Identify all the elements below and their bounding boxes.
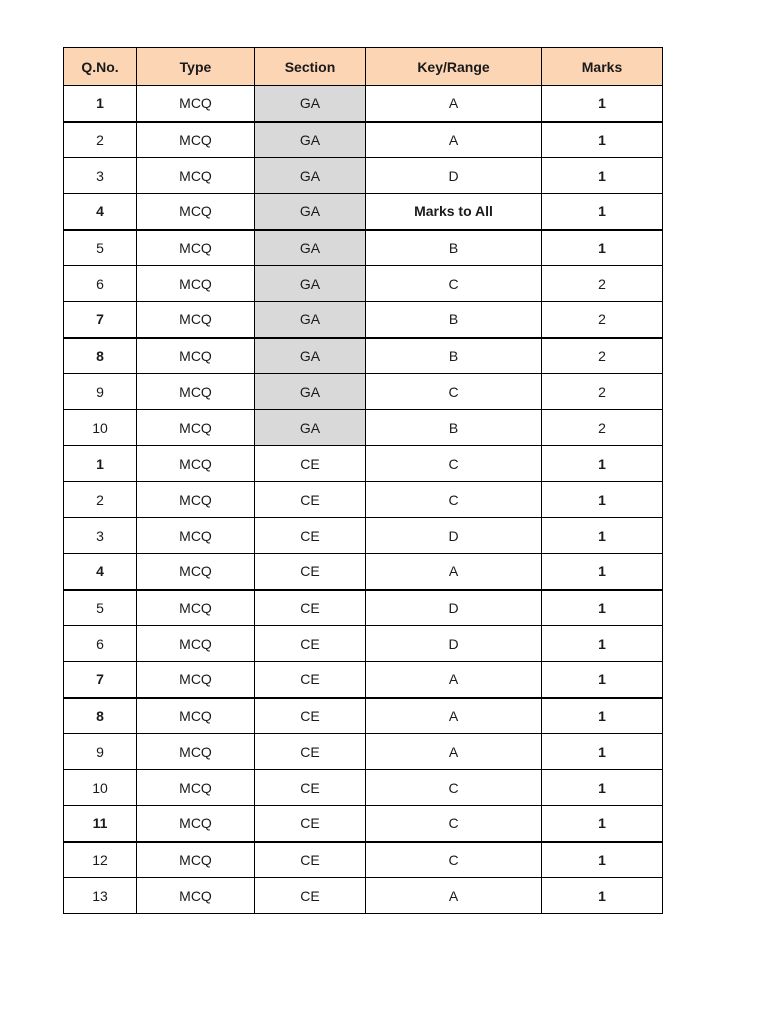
section-cell: GA — [255, 302, 366, 338]
header-type: Type — [137, 48, 255, 86]
key-range-cell: A — [366, 662, 542, 698]
key-range-cell: A — [366, 86, 542, 122]
table-row — [64, 374, 663, 410]
marks-cell: 1 — [542, 446, 663, 482]
table-row — [64, 446, 663, 482]
table-row — [64, 806, 663, 842]
qno-cell: 4 — [64, 554, 137, 590]
key-range-cell: A — [366, 122, 542, 158]
qno-cell: 8 — [64, 338, 137, 374]
type-cell: MCQ — [137, 410, 255, 446]
marks-cell: 1 — [542, 698, 663, 734]
table-row — [64, 266, 663, 302]
key-range-cell: A — [366, 878, 542, 914]
key-range-cell: Marks to All — [366, 194, 542, 230]
table-row — [64, 590, 663, 626]
table-row — [64, 734, 663, 770]
table-row — [64, 878, 663, 914]
type-cell: MCQ — [137, 590, 255, 626]
qno-cell: 6 — [64, 626, 137, 662]
table-row — [64, 698, 663, 734]
qno-cell: 3 — [64, 158, 137, 194]
key-range-cell: C — [366, 806, 542, 842]
table-row — [64, 122, 663, 158]
marks-cell: 1 — [542, 554, 663, 590]
header-row — [64, 48, 663, 86]
type-cell: MCQ — [137, 734, 255, 770]
type-cell: MCQ — [137, 302, 255, 338]
type-cell: MCQ — [137, 518, 255, 554]
key-range-cell: C — [366, 374, 542, 410]
key-range-cell: A — [366, 734, 542, 770]
table-row — [64, 158, 663, 194]
type-cell: MCQ — [137, 554, 255, 590]
qno-cell: 5 — [64, 230, 137, 266]
key-range-cell: D — [366, 518, 542, 554]
key-range-cell: C — [366, 842, 542, 878]
section-cell: CE — [255, 626, 366, 662]
table-row — [64, 842, 663, 878]
header-key-range: Key/Range — [366, 48, 542, 86]
section-cell: CE — [255, 842, 366, 878]
key-range-cell: C — [366, 266, 542, 302]
table-row — [64, 554, 663, 590]
section-cell: GA — [255, 194, 366, 230]
type-cell: MCQ — [137, 446, 255, 482]
section-cell: CE — [255, 878, 366, 914]
key-range-cell: D — [366, 626, 542, 662]
section-cell: GA — [255, 86, 366, 122]
section-cell: CE — [255, 482, 366, 518]
section-cell: GA — [255, 158, 366, 194]
type-cell: MCQ — [137, 122, 255, 158]
marks-cell: 1 — [542, 590, 663, 626]
marks-cell: 1 — [542, 626, 663, 662]
section-cell: CE — [255, 518, 366, 554]
type-cell: MCQ — [137, 626, 255, 662]
qno-cell: 9 — [64, 374, 137, 410]
qno-cell: 8 — [64, 698, 137, 734]
key-range-cell: B — [366, 230, 542, 266]
table-body — [64, 86, 663, 914]
type-cell: MCQ — [137, 230, 255, 266]
marks-cell: 1 — [542, 806, 663, 842]
marks-cell: 1 — [542, 482, 663, 518]
type-cell: MCQ — [137, 194, 255, 230]
qno-cell: 2 — [64, 482, 137, 518]
header-section: Section — [255, 48, 366, 86]
table-row — [64, 86, 663, 122]
qno-cell: 7 — [64, 302, 137, 338]
type-cell: MCQ — [137, 482, 255, 518]
type-cell: MCQ — [137, 158, 255, 194]
marks-cell: 1 — [542, 230, 663, 266]
type-cell: MCQ — [137, 842, 255, 878]
key-range-cell: A — [366, 698, 542, 734]
marks-cell: 1 — [542, 734, 663, 770]
marks-cell: 1 — [542, 842, 663, 878]
table-row — [64, 518, 663, 554]
marks-cell: 1 — [542, 122, 663, 158]
type-cell: MCQ — [137, 662, 255, 698]
table-row — [64, 194, 663, 230]
section-cell: GA — [255, 410, 366, 446]
type-cell: MCQ — [137, 770, 255, 806]
type-cell: MCQ — [137, 338, 255, 374]
key-range-cell: B — [366, 302, 542, 338]
marks-cell: 1 — [542, 194, 663, 230]
section-cell: GA — [255, 122, 366, 158]
type-cell: MCQ — [137, 698, 255, 734]
marks-cell: 1 — [542, 158, 663, 194]
marks-cell: 2 — [542, 338, 663, 374]
marks-cell: 1 — [542, 518, 663, 554]
key-range-cell: D — [366, 590, 542, 626]
marks-cell: 1 — [542, 770, 663, 806]
key-range-cell: C — [366, 770, 542, 806]
qno-cell: 12 — [64, 842, 137, 878]
header-qno: Q.No. — [64, 48, 137, 86]
section-cell: CE — [255, 806, 366, 842]
section-cell: CE — [255, 590, 366, 626]
qno-cell: 10 — [64, 410, 137, 446]
marks-cell: 1 — [542, 878, 663, 914]
section-cell: CE — [255, 554, 366, 590]
section-cell: GA — [255, 374, 366, 410]
section-cell: GA — [255, 266, 366, 302]
qno-cell: 10 — [64, 770, 137, 806]
answer-key-table — [63, 47, 663, 914]
marks-cell: 2 — [542, 374, 663, 410]
qno-cell: 6 — [64, 266, 137, 302]
qno-cell: 5 — [64, 590, 137, 626]
type-cell: MCQ — [137, 266, 255, 302]
type-cell: MCQ — [137, 374, 255, 410]
section-cell: CE — [255, 734, 366, 770]
key-range-cell: A — [366, 554, 542, 590]
marks-cell: 1 — [542, 86, 663, 122]
qno-cell: 9 — [64, 734, 137, 770]
table-row — [64, 770, 663, 806]
qno-cell: 13 — [64, 878, 137, 914]
marks-cell: 2 — [542, 302, 663, 338]
marks-cell: 2 — [542, 410, 663, 446]
marks-cell: 1 — [542, 662, 663, 698]
table-row — [64, 338, 663, 374]
qno-cell: 1 — [64, 86, 137, 122]
key-range-cell: C — [366, 446, 542, 482]
type-cell: MCQ — [137, 878, 255, 914]
qno-cell: 7 — [64, 662, 137, 698]
table-row — [64, 410, 663, 446]
qno-cell: 4 — [64, 194, 137, 230]
section-cell: GA — [255, 230, 366, 266]
qno-cell: 2 — [64, 122, 137, 158]
table-row — [64, 302, 663, 338]
key-range-cell: C — [366, 482, 542, 518]
type-cell: MCQ — [137, 806, 255, 842]
section-cell: CE — [255, 698, 366, 734]
marks-cell: 2 — [542, 266, 663, 302]
key-range-cell: D — [366, 158, 542, 194]
key-range-cell: B — [366, 410, 542, 446]
table-row — [64, 230, 663, 266]
qno-cell: 1 — [64, 446, 137, 482]
section-cell: GA — [255, 338, 366, 374]
table-row — [64, 626, 663, 662]
header-marks: Marks — [542, 48, 663, 86]
section-cell: CE — [255, 770, 366, 806]
table-row — [64, 662, 663, 698]
table-row — [64, 482, 663, 518]
section-cell: CE — [255, 662, 366, 698]
section-cell: CE — [255, 446, 366, 482]
type-cell: MCQ — [137, 86, 255, 122]
key-range-cell: B — [366, 338, 542, 374]
qno-cell: 3 — [64, 518, 137, 554]
qno-cell: 11 — [64, 806, 137, 842]
